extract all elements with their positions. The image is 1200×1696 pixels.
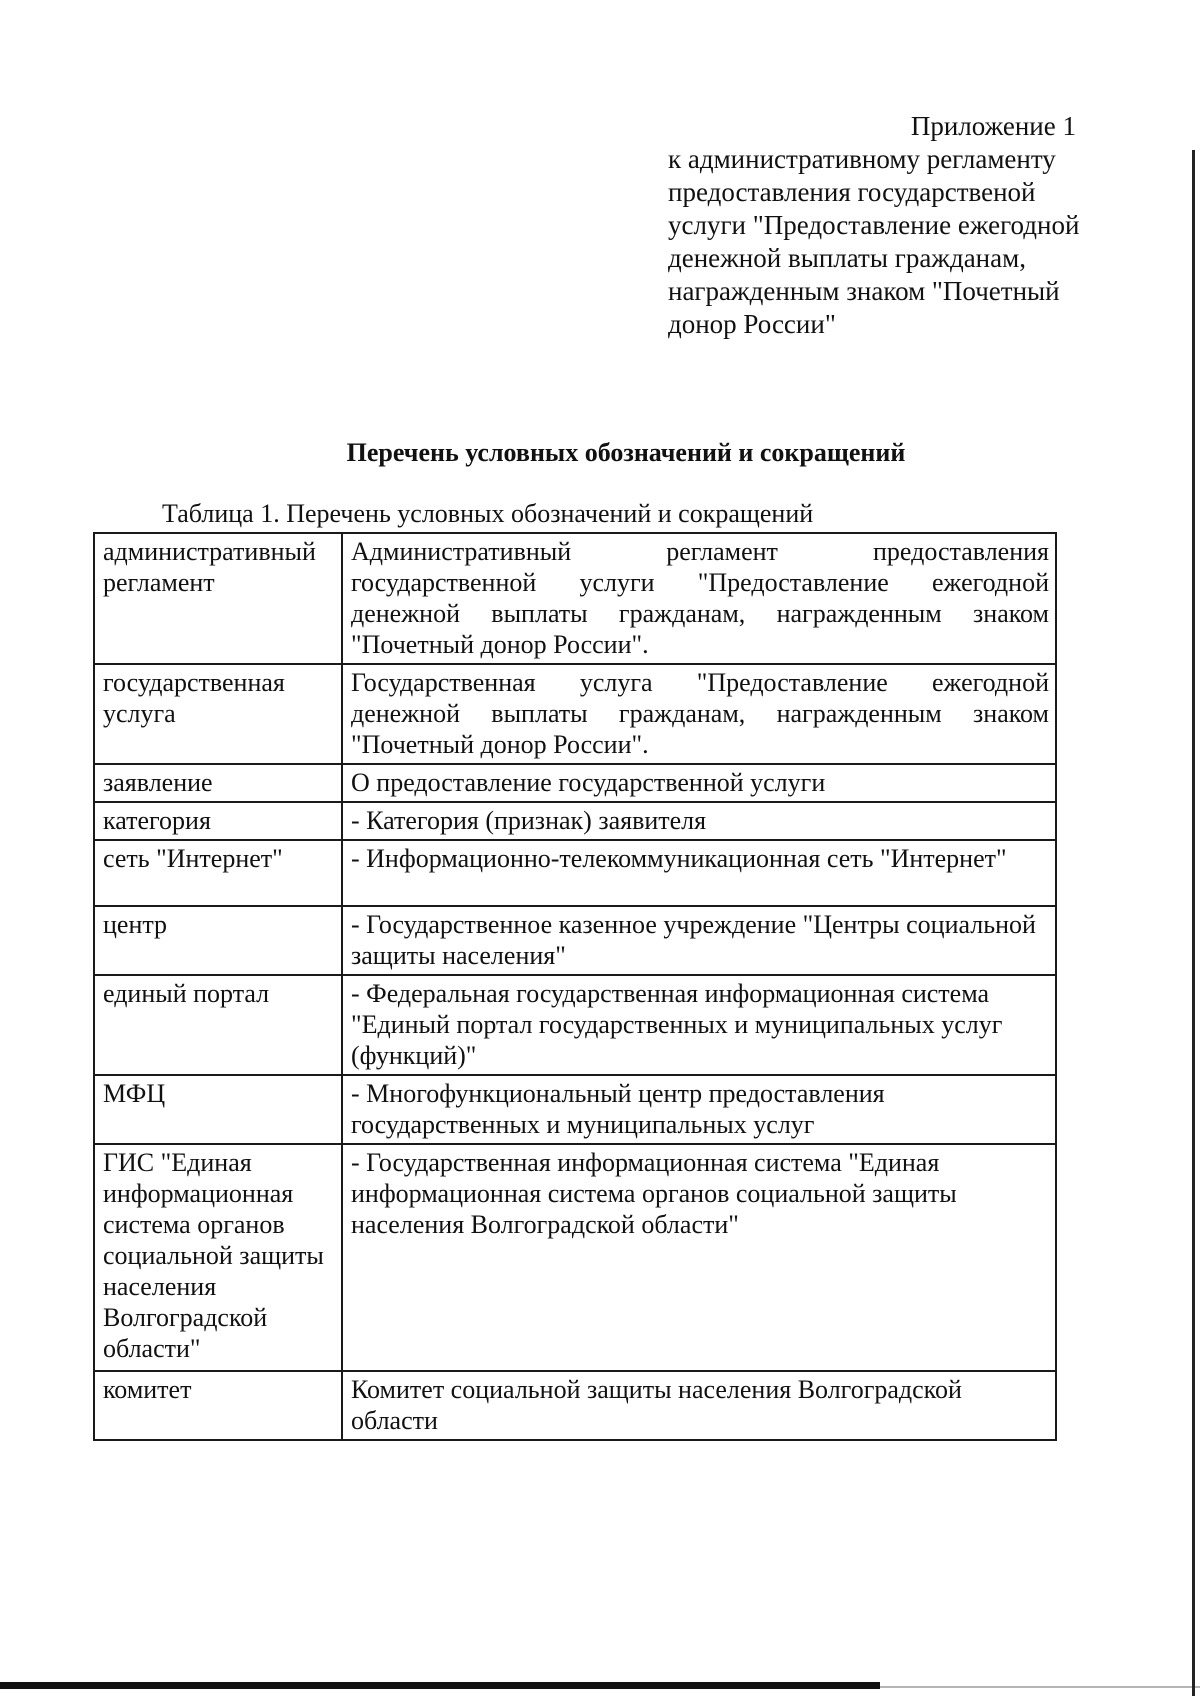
- term-cell: единый портал: [94, 975, 342, 1075]
- table-row: [94, 764, 1056, 802]
- term-cell: МФЦ: [94, 1075, 342, 1144]
- definition-cell: Административный регламент предоставления государственной услуги "Предоставление ежегодной денежной выплаты гражданам, награжденным знаком "Почетный донор России".: [342, 533, 1056, 664]
- appendix-block: [668, 110, 1108, 341]
- appendix-line: донор России": [668, 309, 836, 339]
- table-row: [94, 840, 1056, 906]
- table-caption: Таблица 1. Перечень условных обозначений и сокращений: [162, 499, 814, 528]
- abbreviations-table: [93, 532, 1057, 1441]
- term-cell: категория: [94, 802, 342, 840]
- definition-cell: Комитет социальной защиты населения Волгоградской области: [342, 1371, 1056, 1440]
- table-row: [94, 1144, 1056, 1371]
- table-row: [94, 802, 1056, 840]
- table-row: [94, 1371, 1056, 1440]
- term-cell: сеть "Интернет": [94, 840, 342, 906]
- document-heading: Перечень условных обозначений и сокращений: [346, 438, 906, 467]
- appendix-line: к административному регламенту: [668, 144, 1056, 174]
- definition-cell: О предоставление государственной услуги: [342, 764, 1056, 802]
- term-cell: административный регламент: [94, 533, 342, 664]
- appendix-title: Приложение 1: [910, 111, 1076, 141]
- term-cell: комитет: [94, 1371, 342, 1440]
- definition-cell: - Государственная информационная система "Единая информационная система органов социальной защиты населения Волгоградской области": [342, 1144, 1056, 1371]
- definition-cell: - Федеральная государственная информационная система "Единый портал государственных и муниципальных услуг (функций)": [342, 975, 1056, 1075]
- appendix-line: награжденным знаком "Почетный: [668, 276, 1060, 306]
- term-cell: государственная услуга: [94, 664, 342, 764]
- table-row: [94, 533, 1056, 664]
- appendix-line: денежной выплаты гражданам,: [668, 243, 1026, 273]
- term-cell: центр: [94, 906, 342, 975]
- definition-cell: - Категория (признак) заявителя: [342, 802, 1056, 840]
- scan-edge-bottom: [0, 1682, 880, 1689]
- table-row: [94, 1075, 1056, 1144]
- definition-cell: - Многофункциональный центр предоставления государственных и муниципальных услуг: [342, 1075, 1056, 1144]
- scan-edge-right: [1192, 150, 1195, 1696]
- table-row: [94, 664, 1056, 764]
- appendix-line: услуги "Предоставление ежегодной: [668, 210, 1080, 240]
- definition-cell: Государственная услуга "Предоставление ежегодной денежной выплаты гражданам, награжденным знаком "Почетный донор России".: [342, 664, 1056, 764]
- term-cell: заявление: [94, 764, 342, 802]
- scan-edge-bottom-thin: [880, 1686, 1200, 1688]
- term-cell: ГИС "Единая информационная система органов социальной защиты населения Волгоградской области": [94, 1144, 342, 1371]
- definition-cell: - Государственное казенное учреждение "Центры социальной защиты населения": [342, 906, 1056, 975]
- definition-cell: - Информационно-телекоммуникационная сеть "Интернет": [342, 840, 1056, 906]
- appendix-line: предоставления государственой: [668, 177, 1036, 207]
- table-row: [94, 975, 1056, 1075]
- table-row: [94, 906, 1056, 975]
